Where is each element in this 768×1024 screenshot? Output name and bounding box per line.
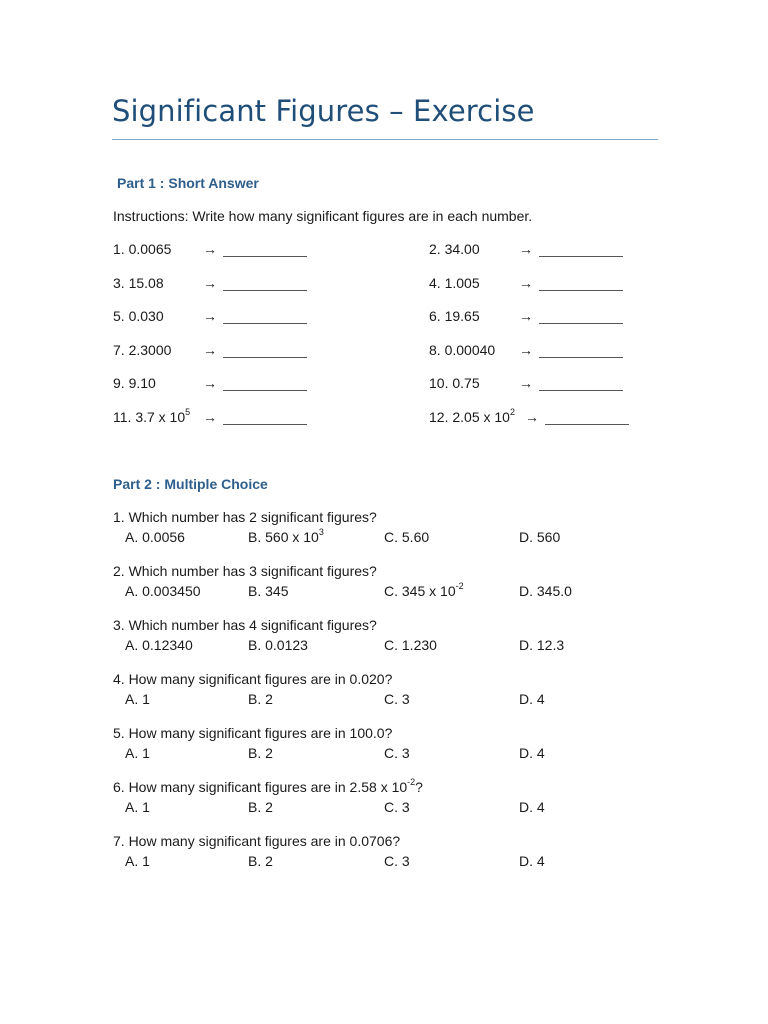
question-text: 5. How many significant figures are in 100.0? (113, 725, 393, 741)
question-text: 6. How many significant figures are in 2.58 x 10 (113, 779, 408, 795)
short-answer-row (113, 241, 673, 275)
answer-blank[interactable] (539, 323, 623, 324)
part1-instructions: Instructions: Write how many significant figures are in each number. (113, 208, 533, 224)
item-number-label (429, 241, 480, 257)
option-text: D. 4 (519, 799, 545, 815)
option-text: C. 3 (384, 799, 410, 815)
option-text: C. 1.230 (384, 637, 437, 653)
arrow-icon: → (203, 308, 217, 324)
question-text: 2. Which number has 3 significant figures? (113, 563, 377, 579)
option-text: A. 1 (125, 853, 150, 869)
answer-option[interactable] (519, 691, 545, 707)
answer-option[interactable] (384, 529, 429, 545)
answer-blank[interactable] (223, 290, 307, 291)
exponent: 5 (185, 406, 191, 417)
arrow-icon: → (525, 408, 539, 425)
question-text: 3. Which number has 4 significant figures? (113, 617, 377, 633)
answer-option[interactable] (384, 745, 410, 761)
option-text: B. 345 (248, 583, 289, 599)
answer-option[interactable] (125, 529, 185, 545)
question-stem (113, 779, 423, 795)
answer-blank[interactable] (539, 256, 623, 257)
mc-question (113, 509, 673, 563)
option-text: A. 0.0056 (125, 529, 185, 545)
item-number-label (429, 406, 515, 425)
answer-option[interactable] (248, 853, 273, 869)
answer-option[interactable] (384, 637, 437, 653)
item-text: 9. 9.10 (113, 375, 156, 391)
mc-question (113, 563, 673, 617)
option-text: B. 0.0123 (248, 637, 308, 653)
answer-option[interactable] (519, 637, 564, 653)
item-text: 6. 19.65 (429, 308, 480, 324)
option-text: D. 4 (519, 691, 545, 707)
answer-blank[interactable] (545, 424, 629, 425)
item-text: 3. 15.08 (113, 274, 164, 291)
short-answer-row (113, 275, 673, 309)
exponent: 3 (318, 527, 324, 538)
mc-question (113, 725, 673, 779)
answer-option[interactable] (248, 583, 288, 599)
answer-option[interactable] (384, 799, 410, 815)
answer-option[interactable] (125, 583, 201, 599)
exponent: -2 (455, 581, 464, 592)
answer-blank[interactable] (223, 390, 307, 391)
option-text: B. 560 x 10 (248, 529, 319, 545)
mc-question (113, 833, 673, 887)
mc-question (113, 617, 673, 671)
exponent: -2 (407, 777, 416, 788)
item-number-label (113, 406, 191, 425)
answer-option[interactable] (519, 799, 545, 815)
item-number-label (429, 342, 495, 358)
item-number-label (113, 375, 156, 391)
item-number-label (113, 241, 171, 257)
answer-option[interactable] (248, 799, 273, 815)
question-stem (113, 671, 392, 687)
answer-option[interactable] (248, 529, 324, 545)
question-text: 1. Which number has 2 significant figures? (113, 509, 377, 525)
question-text: 4. How many significant figures are in 0.020? (113, 671, 393, 687)
multiple-choice-list (113, 509, 673, 887)
answer-blank[interactable] (223, 323, 307, 324)
answer-option[interactable] (384, 583, 464, 599)
item-text: 10. 0.75 (429, 375, 480, 391)
option-text: D. 4 (519, 853, 545, 869)
arrow-icon: → (203, 241, 217, 257)
answer-option[interactable] (519, 745, 545, 761)
page-title: Significant Figures – Exercise (112, 94, 535, 128)
arrow-icon: → (203, 341, 217, 358)
option-text: B. 2 (248, 691, 273, 707)
option-text: C. 3 (384, 691, 410, 707)
item-number-label (113, 342, 171, 358)
question-stem (113, 563, 377, 579)
arrow-icon: → (519, 308, 533, 324)
item-text: 7. 2.3000 (113, 341, 172, 358)
mc-question (113, 671, 673, 725)
option-text: D. 560 (519, 529, 561, 545)
answer-option[interactable] (125, 637, 193, 653)
arrow-icon: → (519, 241, 533, 257)
item-text: 4. 1.005 (429, 274, 480, 291)
answer-option[interactable] (125, 853, 150, 869)
answer-option[interactable] (125, 745, 150, 761)
item-text: 1. 0.0065 (113, 241, 172, 257)
item-number-label (429, 275, 480, 291)
answer-option[interactable] (384, 691, 410, 707)
answer-blank[interactable] (223, 424, 307, 425)
answer-option[interactable] (384, 853, 410, 869)
answer-option[interactable] (519, 853, 545, 869)
option-text: D. 12.3 (519, 637, 565, 653)
answer-option[interactable] (248, 637, 308, 653)
item-text: 5. 0.030 (113, 308, 164, 324)
option-text: A. 1 (125, 691, 150, 707)
arrow-icon: → (519, 375, 533, 391)
item-number-label (429, 308, 480, 324)
short-answer-row (113, 406, 673, 443)
question-stem (113, 833, 400, 849)
arrow-icon: → (203, 375, 217, 391)
item-text: 2. 34.00 (429, 241, 480, 257)
arrow-icon: → (519, 274, 533, 291)
answer-blank[interactable] (223, 357, 307, 358)
item-text: 11. 3.7 x 10 (113, 408, 186, 425)
answer-blank[interactable] (539, 390, 623, 391)
item-text: 12. 2.05 x 10 (429, 408, 510, 425)
mc-question (113, 779, 673, 833)
part2-heading: Part 2 : Multiple Choice (113, 476, 268, 492)
exponent: 2 (509, 406, 515, 417)
arrow-icon: → (519, 341, 533, 358)
option-text: D. 4 (519, 745, 545, 761)
item-number-label (429, 375, 480, 391)
option-text: C. 3 (384, 853, 410, 869)
answer-blank[interactable] (539, 290, 623, 291)
arrow-icon: → (203, 274, 217, 291)
arrow-icon: → (203, 408, 217, 425)
question-stem (113, 617, 377, 633)
answer-option[interactable] (248, 745, 273, 761)
option-text: C. 3 (384, 745, 410, 761)
question-text: 7. How many significant figures are in 0.0706? (113, 833, 401, 849)
answer-option[interactable] (125, 691, 150, 707)
option-text: B. 2 (248, 745, 273, 761)
title-divider (112, 139, 658, 140)
answer-option[interactable] (519, 529, 560, 545)
option-text: A. 0.003450 (125, 583, 201, 599)
question-text-tail: ? (415, 779, 423, 795)
option-text: C. 345 x 10 (384, 583, 456, 599)
option-text: A. 1 (125, 745, 150, 761)
item-number-label (113, 275, 164, 291)
short-answer-row (113, 342, 673, 376)
option-text: C. 5.60 (384, 529, 430, 545)
answer-blank[interactable] (223, 256, 307, 257)
option-text: B. 2 (248, 853, 273, 869)
answer-option[interactable] (125, 799, 150, 815)
option-text: B. 2 (248, 799, 273, 815)
short-answer-list (113, 241, 673, 442)
option-text: A. 1 (125, 799, 150, 815)
item-number-label (113, 308, 164, 324)
short-answer-row (113, 375, 673, 409)
short-answer-row (113, 308, 673, 342)
option-text: D. 345.0 (519, 583, 572, 599)
answer-option[interactable] (248, 691, 273, 707)
question-stem (113, 509, 377, 525)
part1-heading: Part 1 : Short Answer (117, 175, 259, 191)
option-text: A. 0.12340 (125, 637, 193, 653)
item-text: 8. 0.00040 (429, 341, 496, 358)
answer-option[interactable] (519, 583, 572, 599)
answer-blank[interactable] (539, 357, 623, 358)
question-stem (113, 725, 392, 741)
